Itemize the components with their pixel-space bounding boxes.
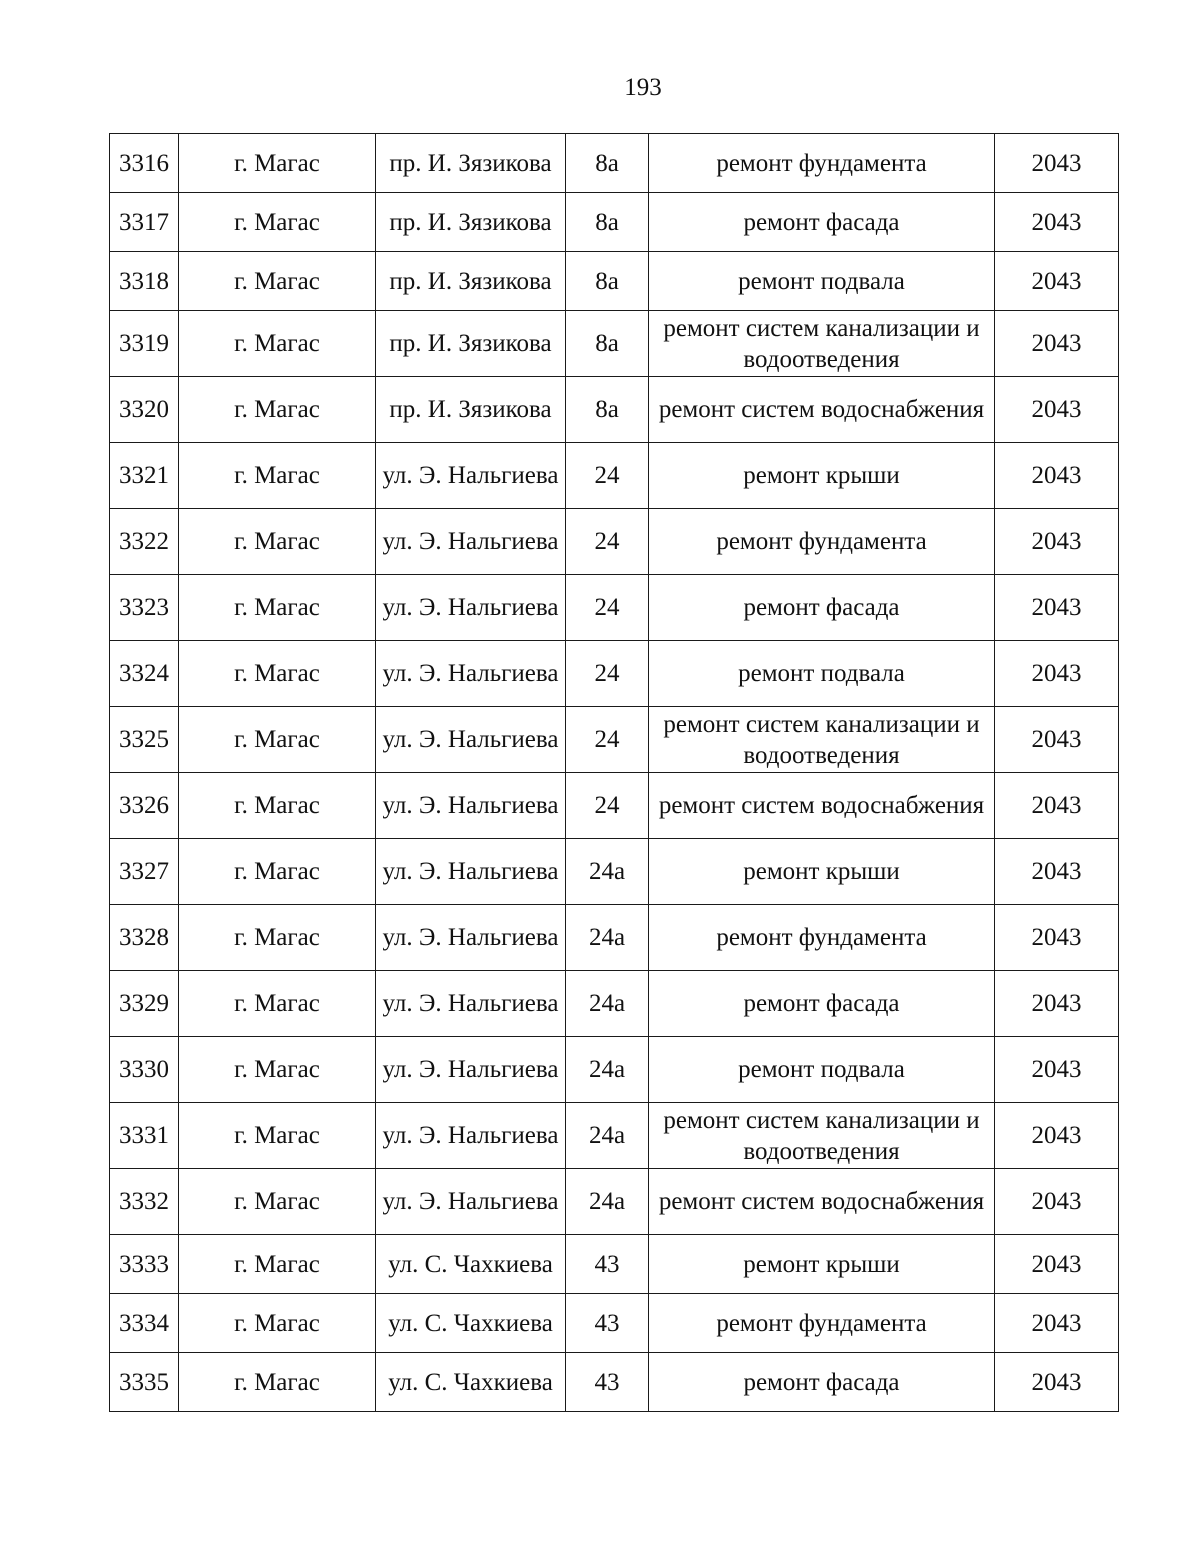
house-number-cell: 24 — [566, 707, 649, 773]
table-row — [110, 1235, 1119, 1294]
street-cell: ул. Э. Нальгиева — [376, 509, 566, 575]
table-row — [110, 509, 1119, 575]
row-number-cell: 3334 — [110, 1294, 179, 1353]
row-number-cell: 3319 — [110, 311, 179, 377]
street-cell: ул. Э. Нальгиева — [376, 707, 566, 773]
house-number-cell: 8а — [566, 134, 649, 193]
city-cell: г. Магас — [179, 1169, 376, 1235]
table-row — [110, 377, 1119, 443]
city-cell: г. Магас — [179, 707, 376, 773]
table-row — [110, 311, 1119, 377]
table-row — [110, 1103, 1119, 1169]
house-number-cell: 24 — [566, 509, 649, 575]
row-number-cell: 3317 — [110, 193, 179, 252]
work-type-cell: ремонт крыши — [649, 443, 995, 509]
work-type-cell: ремонт фасада — [649, 971, 995, 1037]
street-cell: пр. И. Зязикова — [376, 377, 566, 443]
street-cell: ул. Э. Нальгиева — [376, 1169, 566, 1235]
row-number-cell: 3323 — [110, 575, 179, 641]
city-cell: г. Магас — [179, 773, 376, 839]
house-number-cell: 24а — [566, 971, 649, 1037]
row-number-cell: 3324 — [110, 641, 179, 707]
row-number-cell: 3332 — [110, 1169, 179, 1235]
table-row — [110, 1037, 1119, 1103]
street-cell: ул. С. Чахкиева — [376, 1235, 566, 1294]
table-row — [110, 443, 1119, 509]
row-number-cell: 3322 — [110, 509, 179, 575]
work-type-cell: ремонт фундамента — [649, 509, 995, 575]
house-number-cell: 24 — [566, 443, 649, 509]
house-number-cell: 24 — [566, 641, 649, 707]
year-cell: 2043 — [995, 311, 1119, 377]
year-cell: 2043 — [995, 1235, 1119, 1294]
city-cell: г. Магас — [179, 1353, 376, 1412]
street-cell: пр. И. Зязикова — [376, 193, 566, 252]
house-number-cell: 24а — [566, 1169, 649, 1235]
work-type-cell: ремонт фасада — [649, 575, 995, 641]
city-cell: г. Магас — [179, 134, 376, 193]
city-cell: г. Магас — [179, 905, 376, 971]
repair-schedule-table — [109, 133, 1119, 1412]
year-cell: 2043 — [995, 641, 1119, 707]
city-cell: г. Магас — [179, 377, 376, 443]
city-cell: г. Магас — [179, 839, 376, 905]
row-number-cell: 3327 — [110, 839, 179, 905]
row-number-cell: 3329 — [110, 971, 179, 1037]
street-cell: пр. И. Зязикова — [376, 134, 566, 193]
year-cell: 2043 — [995, 443, 1119, 509]
house-number-cell: 24а — [566, 1103, 649, 1169]
city-cell: г. Магас — [179, 1294, 376, 1353]
street-cell: ул. Э. Нальгиева — [376, 575, 566, 641]
year-cell: 2043 — [995, 193, 1119, 252]
street-cell: ул. Э. Нальгиева — [376, 971, 566, 1037]
house-number-cell: 8а — [566, 311, 649, 377]
work-type-cell: ремонт фасада — [649, 1353, 995, 1412]
row-number-cell: 3333 — [110, 1235, 179, 1294]
house-number-cell: 8а — [566, 377, 649, 443]
street-cell: ул. Э. Нальгиева — [376, 641, 566, 707]
city-cell: г. Магас — [179, 252, 376, 311]
year-cell: 2043 — [995, 134, 1119, 193]
work-type-cell: ремонт фундамента — [649, 134, 995, 193]
street-cell: ул. Э. Нальгиева — [376, 839, 566, 905]
table-row — [110, 252, 1119, 311]
house-number-cell: 24а — [566, 905, 649, 971]
table-row — [110, 1353, 1119, 1412]
work-type-cell: ремонт фундамента — [649, 1294, 995, 1353]
street-cell: ул. Э. Нальгиева — [376, 1037, 566, 1103]
row-number-cell: 3325 — [110, 707, 179, 773]
year-cell: 2043 — [995, 575, 1119, 641]
street-cell: пр. И. Зязикова — [376, 252, 566, 311]
city-cell: г. Магас — [179, 509, 376, 575]
table-row — [110, 1169, 1119, 1235]
work-type-cell: ремонт систем канализации и водоотведения — [649, 1103, 995, 1169]
city-cell: г. Магас — [179, 1103, 376, 1169]
city-cell: г. Магас — [179, 575, 376, 641]
table-row — [110, 971, 1119, 1037]
city-cell: г. Магас — [179, 971, 376, 1037]
work-type-cell: ремонт фасада — [649, 193, 995, 252]
year-cell: 2043 — [995, 1103, 1119, 1169]
page-number: 193 — [624, 74, 662, 101]
city-cell: г. Магас — [179, 443, 376, 509]
street-cell: ул. Э. Нальгиева — [376, 443, 566, 509]
year-cell: 2043 — [995, 252, 1119, 311]
table-row — [110, 134, 1119, 193]
year-cell: 2043 — [995, 839, 1119, 905]
house-number-cell: 24а — [566, 1037, 649, 1103]
year-cell: 2043 — [995, 1169, 1119, 1235]
work-type-cell: ремонт систем канализации и водоотведения — [649, 311, 995, 377]
table-row — [110, 575, 1119, 641]
year-cell: 2043 — [995, 1353, 1119, 1412]
house-number-cell: 43 — [566, 1235, 649, 1294]
year-cell: 2043 — [995, 1294, 1119, 1353]
work-type-cell: ремонт крыши — [649, 1235, 995, 1294]
row-number-cell: 3330 — [110, 1037, 179, 1103]
city-cell: г. Магас — [179, 193, 376, 252]
table-row — [110, 905, 1119, 971]
row-number-cell: 3318 — [110, 252, 179, 311]
row-number-cell: 3320 — [110, 377, 179, 443]
work-type-cell: ремонт крыши — [649, 839, 995, 905]
work-type-cell: ремонт систем водоснабжения — [649, 1169, 995, 1235]
work-type-cell: ремонт систем водоснабжения — [649, 377, 995, 443]
house-number-cell: 43 — [566, 1294, 649, 1353]
house-number-cell: 24а — [566, 839, 649, 905]
row-number-cell: 3335 — [110, 1353, 179, 1412]
house-number-cell: 24 — [566, 773, 649, 839]
work-type-cell: ремонт фундамента — [649, 905, 995, 971]
table-row — [110, 641, 1119, 707]
work-type-cell: ремонт систем водоснабжения — [649, 773, 995, 839]
house-number-cell: 43 — [566, 1353, 649, 1412]
work-type-cell: ремонт подвала — [649, 641, 995, 707]
street-cell: ул. Э. Нальгиева — [376, 773, 566, 839]
house-number-cell: 24 — [566, 575, 649, 641]
table-row — [110, 1294, 1119, 1353]
street-cell: ул. Э. Нальгиева — [376, 1103, 566, 1169]
table-row — [110, 839, 1119, 905]
work-type-cell: ремонт систем канализации и водоотведения — [649, 707, 995, 773]
row-number-cell: 3321 — [110, 443, 179, 509]
year-cell: 2043 — [995, 773, 1119, 839]
city-cell: г. Магас — [179, 641, 376, 707]
table-row — [110, 707, 1119, 773]
table-body — [110, 134, 1119, 1412]
row-number-cell: 3331 — [110, 1103, 179, 1169]
street-cell: ул. Э. Нальгиева — [376, 905, 566, 971]
year-cell: 2043 — [995, 971, 1119, 1037]
city-cell: г. Магас — [179, 1235, 376, 1294]
year-cell: 2043 — [995, 707, 1119, 773]
table-row — [110, 773, 1119, 839]
city-cell: г. Магас — [179, 311, 376, 377]
street-cell: ул. С. Чахкиева — [376, 1353, 566, 1412]
house-number-cell: 8а — [566, 252, 649, 311]
table-row — [110, 193, 1119, 252]
year-cell: 2043 — [995, 1037, 1119, 1103]
street-cell: пр. И. Зязикова — [376, 311, 566, 377]
city-cell: г. Магас — [179, 1037, 376, 1103]
street-cell: ул. С. Чахкиева — [376, 1294, 566, 1353]
row-number-cell: 3326 — [110, 773, 179, 839]
year-cell: 2043 — [995, 377, 1119, 443]
row-number-cell: 3316 — [110, 134, 179, 193]
year-cell: 2043 — [995, 509, 1119, 575]
work-type-cell: ремонт подвала — [649, 1037, 995, 1103]
house-number-cell: 8а — [566, 193, 649, 252]
year-cell: 2043 — [995, 905, 1119, 971]
row-number-cell: 3328 — [110, 905, 179, 971]
work-type-cell: ремонт подвала — [649, 252, 995, 311]
